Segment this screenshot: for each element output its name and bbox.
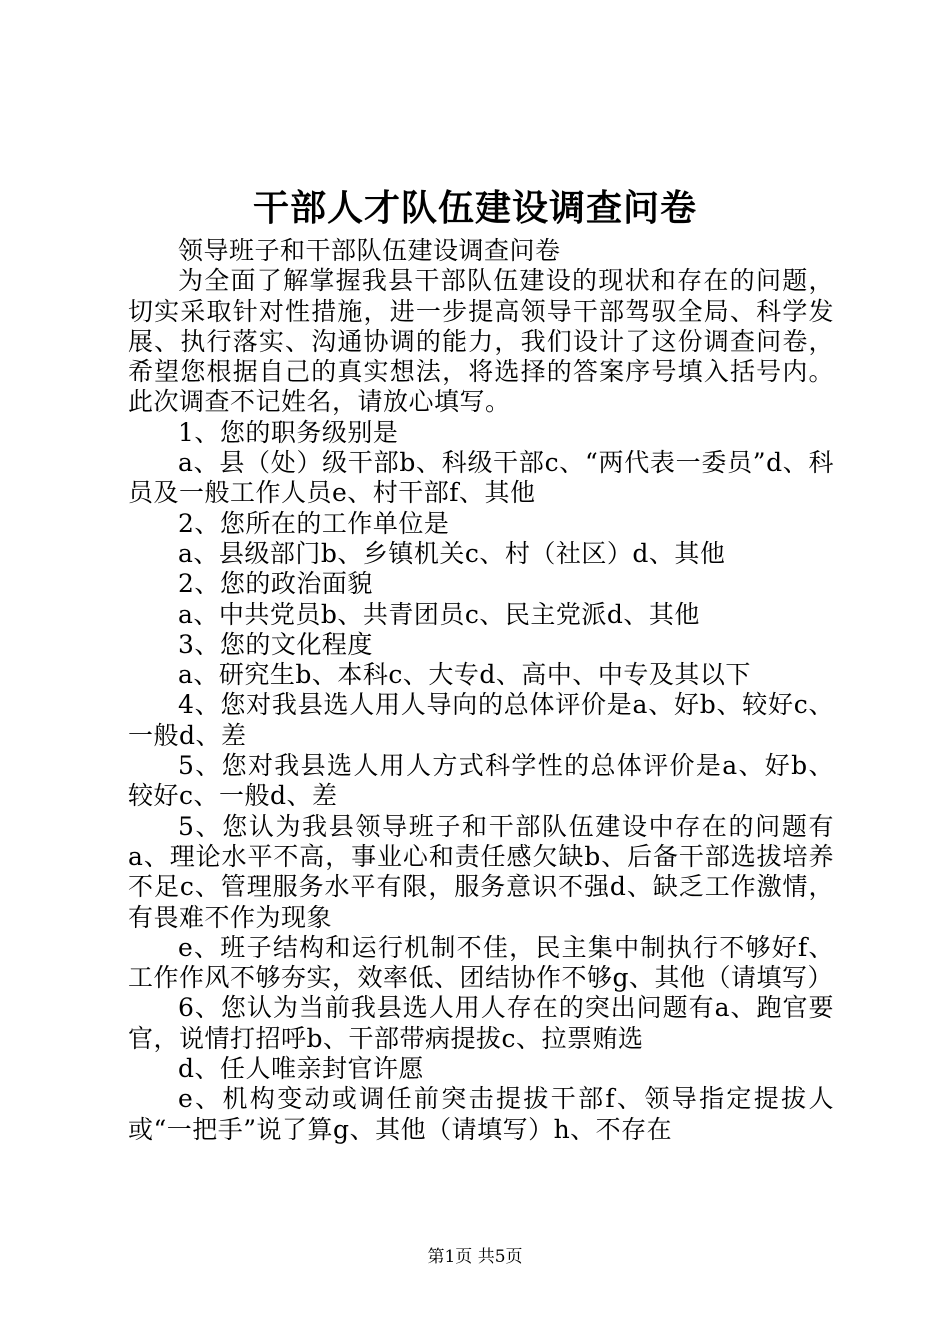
question-2-options: a、县级部门b、乡镇机关c、村（社区）d、其他 <box>178 538 726 568</box>
question-4: 4、您对我县选人用人导向的总体评价是a、好b、较好c、一般d、差 <box>128 690 834 750</box>
question-1-options: a、县（处）级干部b、科级干部c、“两代表一委员”d、科员及一般工作人员e、村干部f、其他 <box>128 448 834 508</box>
paragraph-intro: 为全面了解掌握我县干部队伍建设的现状和存在的问题，切实采取针对性措施，进一步提高领导干部驾驭全局、科学发展、执行落实、沟通协调的能力，我们设计了这份调查问卷，希望您根据自己的真实想法，将选择的答案序号填入括号内。此次调查不记姓名，请放心填写。 <box>128 266 834 417</box>
page-footer: 第1页 共5页 <box>427 1247 523 1267</box>
question-political-status-options: a、中共党员b、共青团员c、民主党派d、其他 <box>178 599 700 629</box>
question-5b: 5、您认为我县领导班子和干部队伍建设中存在的问题有a、理论水平不高，事业心和责任感欠缺b、后备干部选拔培养不足c、管理服务水平有限，服务意识不强d、缺乏工作激情，有畏难不作为现象 <box>128 811 834 932</box>
question-2: 2、您所在的工作单位是 <box>178 508 450 538</box>
question-6-options-cont: e、机构变动或调任前突击提拔干部f、领导指定提拔人或“一把手”说了算g、其他（请填写）h、不存在 <box>128 1084 834 1144</box>
question-1: 1、您的职务级别是 <box>178 417 399 447</box>
paragraph-subtitle: 领导班子和干部队伍建设调查问卷 <box>178 236 561 265</box>
document-body <box>128 236 834 1145</box>
question-6: 6、您认为当前我县选人用人存在的突出问题有a、跑官要官，说情打招呼b、干部带病提拔c、拉票贿选 <box>128 993 834 1053</box>
question-5a: 5、您对我县选人用人方式科学性的总体评价是a、好b、较好c、一般d、差 <box>128 751 834 811</box>
question-5b-options-cont: e、班子结构和运行机制不佳，民主集中制执行不够好f、工作作风不够夯实，效率低、团结协作不够g、其他（请填写） <box>128 932 834 993</box>
question-political-status: 2、您的政治面貌 <box>178 569 373 599</box>
question-6-option-d: d、任人唯亲封官许愿 <box>178 1054 425 1084</box>
document-title: 干部人才队伍建设调查问卷 <box>252 187 697 229</box>
question-3: 3、您的文化程度 <box>178 629 373 659</box>
question-3-options: a、研究生b、本科c、大专d、高中、中专及其以下 <box>178 660 751 690</box>
